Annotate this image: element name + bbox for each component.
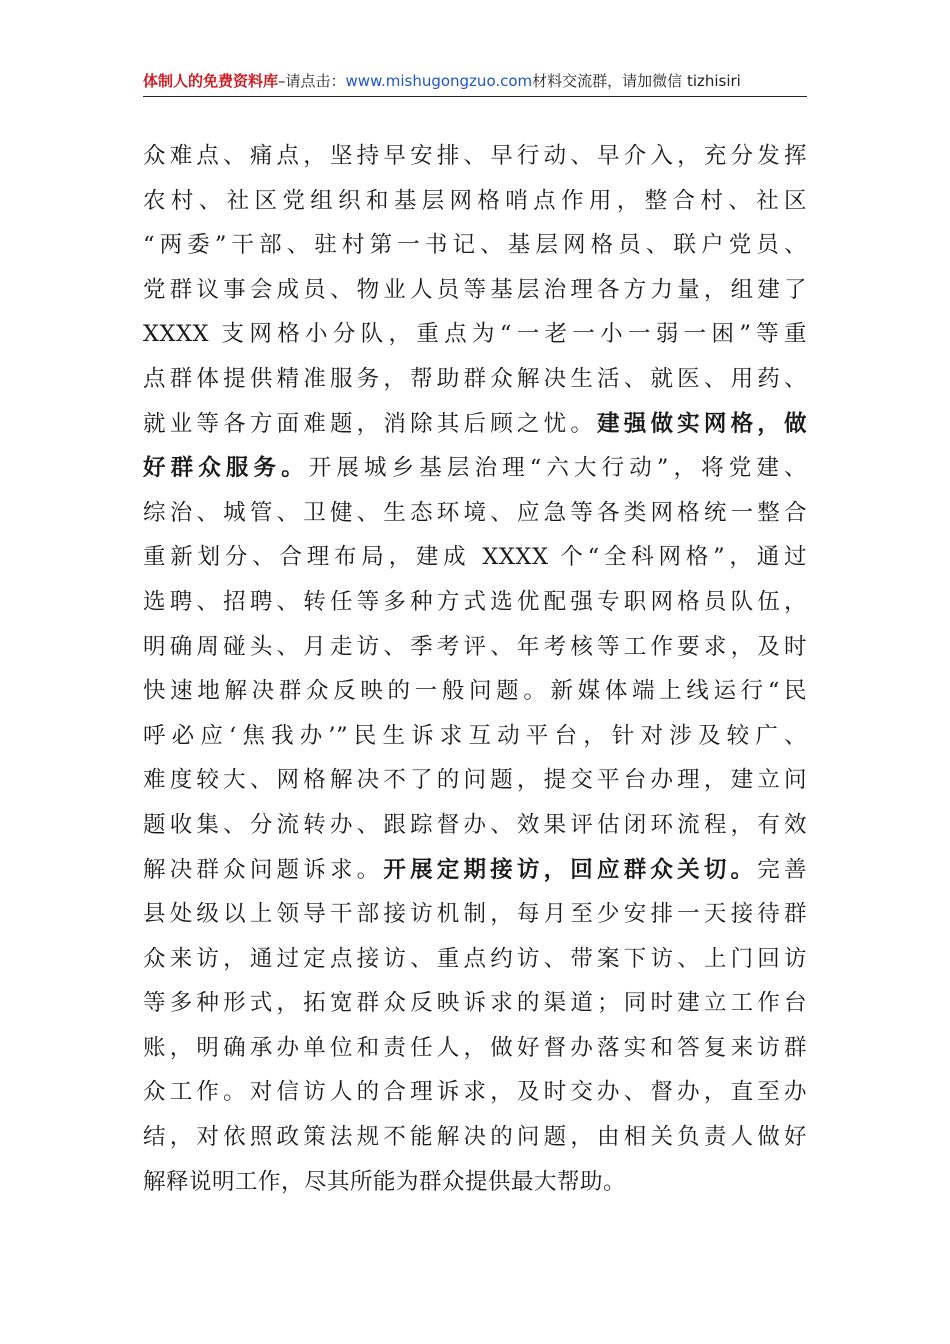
text-line — [143, 402, 807, 447]
text-line — [143, 134, 807, 179]
body-text-segment: 解决群众问题诉求。 — [143, 856, 384, 883]
text-line — [143, 625, 807, 670]
text-line — [143, 892, 807, 937]
text-line — [143, 268, 807, 313]
body-text-segment: 县处级以上领导干部接访机制，每月至少安排一天接待群 — [143, 901, 807, 928]
text-line — [143, 491, 807, 536]
text-line — [143, 179, 807, 224]
text-line — [143, 848, 807, 893]
text-line — [143, 446, 807, 491]
text-line — [143, 1070, 807, 1115]
body-text-segment: 完善 — [757, 856, 807, 883]
body-text-segment: 呼必应‘焦我办’”民生诉求互动平台，针对涉及较广、 — [143, 722, 807, 749]
text-line — [143, 758, 807, 803]
page-header — [143, 66, 807, 97]
text-line — [143, 937, 807, 982]
body-text-segment: 众来访，通过定点接访、重点约访、带案下访、上门回访 — [143, 945, 807, 972]
body-text-segment: 开展城乡基层治理“六大行动”，将党建、 — [308, 455, 807, 482]
body-text-segment: “两委”干部、驻村第一书记、基层网格员、联户党员、 — [143, 232, 807, 259]
bold-heading-text: 好群众服务。 — [143, 455, 309, 482]
body-text-segment: 重新划分、合理布局，建成 XXXX 个“全科网格”，通过 — [143, 544, 807, 571]
body-text-segment: 综治、城管、卫健、生态环境、应急等各类网格统一整合 — [143, 499, 807, 526]
document-body — [143, 134, 807, 1204]
bold-heading-text: 建强做实网格，做 — [597, 410, 807, 437]
text-line — [143, 669, 807, 714]
body-text-segment: 众难点、痛点，坚持早安排、早行动、早介入，充分发挥 — [143, 143, 807, 169]
body-text-segment: 选聘、招聘、转任等多种方式选优配强专职网格员队伍， — [143, 588, 807, 615]
header-brand: 体制人的免费资料库 — [143, 72, 279, 90]
body-text-segment: 明确周碰头、月走访、季考评、年考核等工作要求，及时 — [143, 633, 807, 660]
bold-heading-text: 开展定期接访，回应群众关切。 — [383, 856, 758, 883]
text-line — [143, 803, 807, 848]
body-text-segment: 解释说明工作，尽其所能为群众提供最大帮助。 — [143, 1168, 627, 1195]
text-line — [143, 535, 807, 580]
text-line — [143, 1160, 807, 1205]
body-text-segment: 快速地解决群众反映的一般问题。新媒体端上线运行“民 — [143, 678, 807, 705]
body-text-segment: 结，对依照政策法规不能解决的问题，由相关负责人做好 — [143, 1124, 807, 1151]
body-text-segment: 点群体提供精准服务，帮助群众解决生活、就医、用药、 — [143, 365, 807, 392]
text-line — [143, 223, 807, 268]
header-url-link[interactable]: www.mishugongzuo.com — [345, 72, 533, 90]
body-text-segment: 账，明确承办单位和责任人，做好督办落实和答复来访群 — [143, 1034, 807, 1061]
body-text-segment: 党群议事会成员、物业人员等基层治理各方力量，组建了 — [143, 276, 807, 303]
body-text-segment: XXXX 支网格小分队，重点为“一老一小一弱一困”等重 — [143, 321, 807, 348]
body-text-segment: 就业等各方面难题，消除其后顾之忧。 — [143, 410, 598, 437]
body-text-segment: 等多种形式，拓宽群众反映诉求的渠道；同时建立工作台 — [143, 990, 807, 1017]
body-text-segment: 题收集、分流转办、跟踪督办、效果评估闭环流程，有效 — [143, 811, 807, 838]
body-text-segment: 众工作。对信访人的合理诉求，及时交办、督办，直至办 — [143, 1079, 807, 1106]
text-line — [143, 714, 807, 759]
text-line — [143, 1026, 807, 1071]
text-line — [143, 580, 807, 625]
text-line — [143, 357, 807, 402]
body-text-segment: 农村、社区党组织和基层网格哨点作用，整合村、社区 — [143, 187, 807, 214]
header-group-info: 材料交流群，请加微信 tizhisiri — [532, 72, 741, 90]
body-text-segment: 难度较大、网格解决不了的问题，提交平台办理，建立问 — [143, 767, 807, 794]
text-line — [143, 312, 807, 357]
text-line — [143, 981, 807, 1026]
header-prompt: –请点击： — [278, 72, 346, 90]
text-line — [143, 1115, 807, 1160]
